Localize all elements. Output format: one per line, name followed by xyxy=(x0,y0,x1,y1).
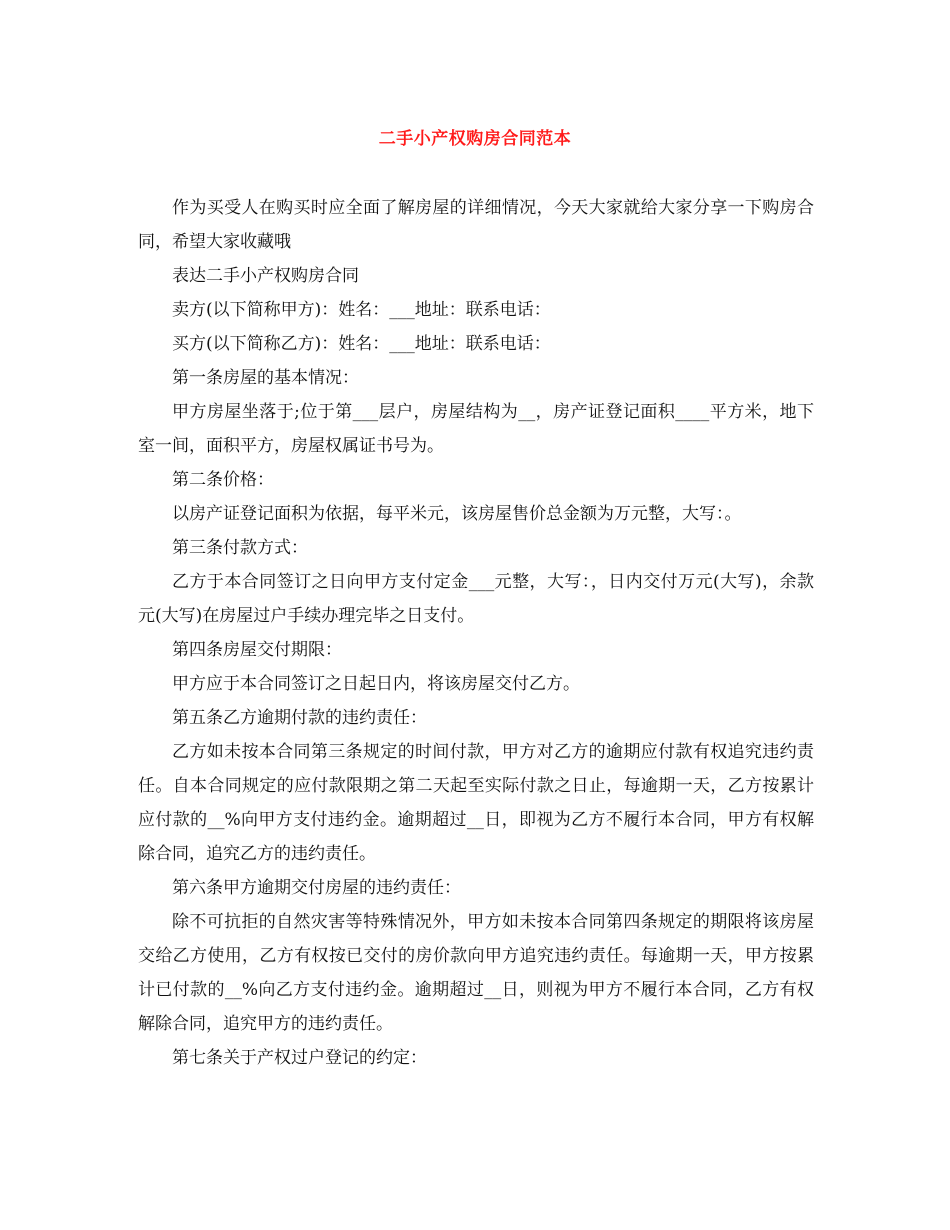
buyer-info: 买方(以下简称乙方)：姓名：___地址：联系电话： xyxy=(172,334,551,354)
contract-heading: 表达二手小产权购房合同 xyxy=(172,266,359,286)
article-7-heading: 第七条关于产权过户登记的约定： xyxy=(172,1048,427,1068)
article-5-heading: 第五条乙方逾期付款的违约责任： xyxy=(172,708,427,728)
article-1-text: 甲方房屋坐落于;位于第___层户，房屋结构为__，房产证登记面积____平方米，地下室一间，面积平方，房屋权属证书号为。 xyxy=(138,402,814,456)
intro-paragraph: 作为买受人在购买时应全面了解房屋的详细情况，今天大家就给大家分享一下购房合同，希望大家收藏哦 xyxy=(138,198,814,252)
article-2-text: 以房产证登记面积为依据，每平米元，该房屋售价总金额为万元整，大写：。 xyxy=(172,504,742,524)
article-6-text: 除不可抗拒的自然灾害等特殊情况外，甲方如未按本合同第四条规定的期限将该房屋交给乙方使用，乙方有权按已交付的房价款向甲方追究违约责任。每逾期一天，甲方按累计已付款的__%向乙方支付违约金。逾期超过__日，则视为甲方不履行本合同，乙方有权解除合同，追究甲方的违约责任。 xyxy=(138,912,814,1034)
article-1-heading: 第一条房屋的基本情况： xyxy=(172,368,359,388)
article-4-text: 甲方应于本合同签订之日起日内，将该房屋交付乙方。 xyxy=(172,674,580,694)
article-3-heading: 第三条付款方式： xyxy=(172,538,308,558)
article-4-heading: 第四条房屋交付期限： xyxy=(172,640,342,660)
article-5-text: 乙方如未按本合同第三条规定的时间付款，甲方对乙方的逾期应付款有权追究违约责任。自本合同规定的应付款限期之第二天起至实际付款之日止，每逾期一天，乙方按累计应付款的__%向甲方支付违约金。逾期超过__日，即视为乙方不履行本合同，甲方有权解除合同，追究乙方的违约责任。 xyxy=(138,742,814,864)
document-title: 二手小产权购房合同范本 xyxy=(378,129,572,149)
seller-info: 卖方(以下简称甲方)：姓名：___地址：联系电话： xyxy=(172,300,551,320)
article-2-heading: 第二条价格： xyxy=(172,470,274,490)
article-6-heading: 第六条甲方逾期交付房屋的违约责任： xyxy=(172,878,461,898)
document-body xyxy=(138,191,814,1075)
article-3-text: 乙方于本合同签订之日向甲方支付定金___元整，大写：，日内交付万元(大写)，余款元(大写)在房屋过户手续办理完毕之日支付。 xyxy=(138,572,814,626)
